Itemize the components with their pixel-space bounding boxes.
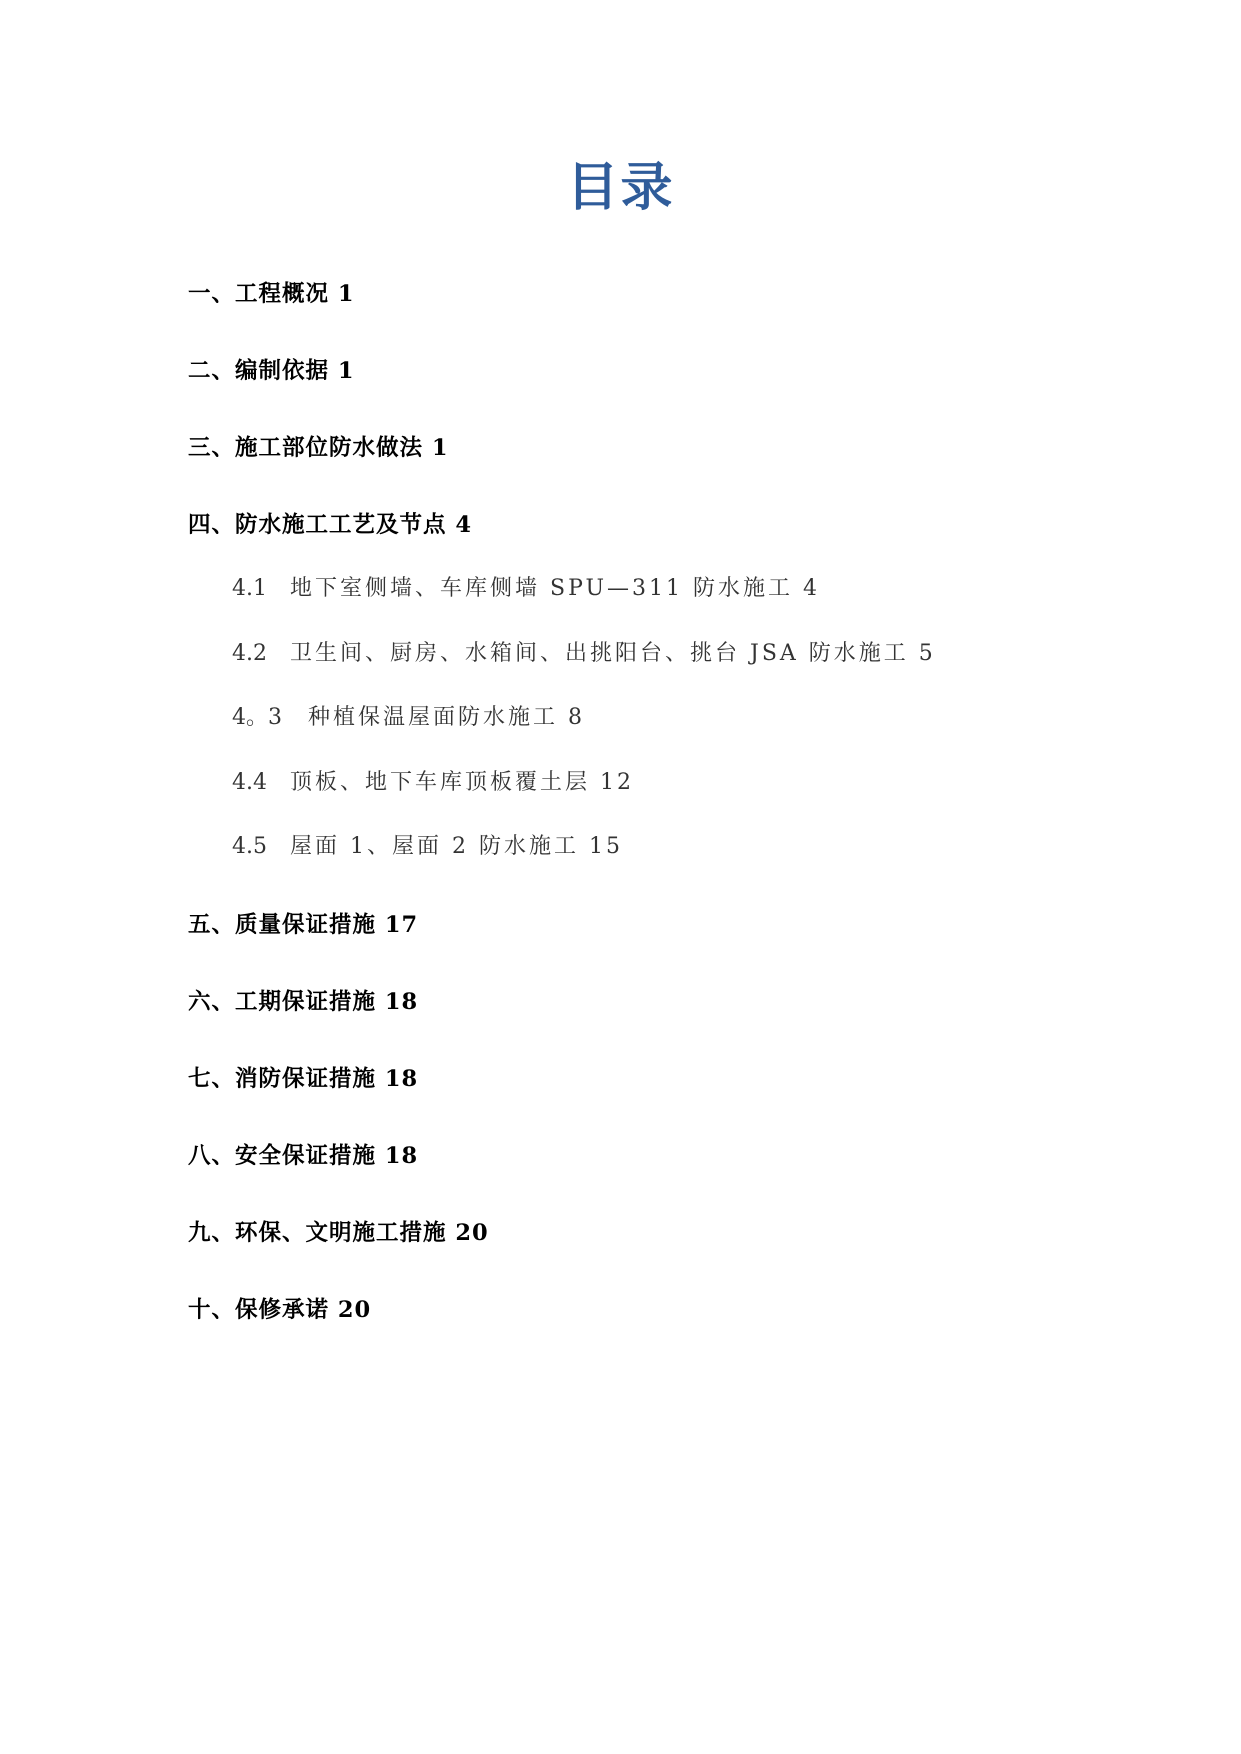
toc-entry: 一、工程概况 1 [188, 281, 355, 307]
toc-entry: 七、消防保证措施 18 [188, 1066, 419, 1092]
toc-entry: 五、质量保证措施 17 [188, 912, 419, 938]
toc-subentry-number: 4。3 [232, 705, 282, 730]
toc-subentry-number: 4.1 [232, 576, 267, 601]
toc-subentry-text: 地下室侧墙、车库侧墙 SPU—311 防水施工 4 [290, 576, 820, 601]
toc-subentry-number: 4.5 [232, 834, 267, 859]
toc-subentry-text: 卫生间、厨房、水箱间、出挑阳台、挑台 JSA 防水施工 5 [290, 641, 936, 666]
toc-subentry-text: 种植保温屋面防水施工 8 [308, 705, 585, 730]
toc-subentry-number: 4.4 [232, 770, 267, 795]
toc-entry: 九、环保、文明施工措施 20 [188, 1220, 489, 1246]
toc-title: 目录 [566, 158, 675, 218]
toc-subentry [232, 578, 820, 600]
toc-subentry [232, 772, 634, 794]
toc-subentry [232, 643, 936, 665]
toc-subentry-text: 顶板、地下车库顶板覆土层 12 [290, 770, 634, 795]
toc-entry: 六、工期保证措施 18 [188, 989, 419, 1015]
toc-entry: 三、施工部位防水做法 1 [188, 435, 449, 461]
toc-entry: 十、保修承诺 20 [188, 1297, 372, 1323]
toc-subentry [232, 707, 585, 729]
toc-subentry [232, 836, 623, 858]
toc-subentry-text: 屋面 1、屋面 2 防水施工 15 [290, 834, 623, 859]
toc-entry: 四、防水施工工艺及节点 4 [188, 512, 472, 538]
toc-entry: 八、安全保证措施 18 [188, 1143, 419, 1169]
toc-subentry-number: 4.2 [232, 641, 267, 666]
toc-entry: 二、编制依据 1 [188, 358, 355, 384]
